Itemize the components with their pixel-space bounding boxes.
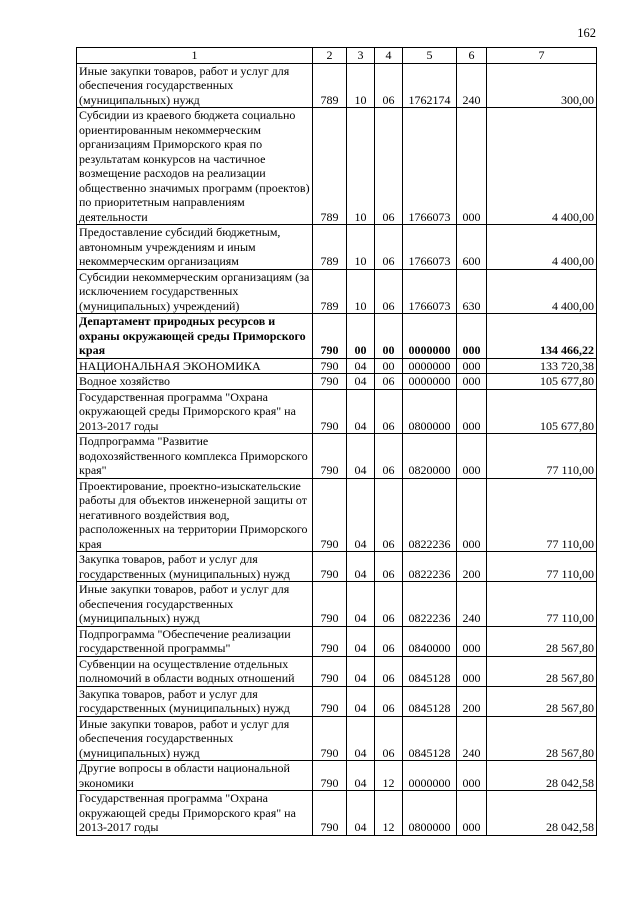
row-target-code: 0000000: [403, 314, 457, 359]
row-amount: 28 567,80: [487, 686, 597, 716]
table-row: [77, 225, 597, 270]
row-expense-type-code: 240: [457, 582, 487, 627]
row-amount: 133 720,38: [487, 358, 597, 374]
row-subsection-code: 12: [375, 761, 403, 791]
row-name: Закупка товаров, работ и услуг для государственных (муниципальных) нужд: [77, 552, 313, 582]
row-grbs-code: 790: [313, 626, 347, 656]
header-col-6: 6: [457, 48, 487, 64]
row-amount: 28 567,80: [487, 716, 597, 761]
row-subsection-code: 06: [375, 374, 403, 390]
row-expense-type-code: 000: [457, 358, 487, 374]
row-subsection-code: 06: [375, 478, 403, 552]
row-section-code: 04: [347, 686, 375, 716]
row-name: Субсидии из краевого бюджета социально ориентированным некоммерческим организациям Приморского края по результатам конкурсов на частичное возмещение расходов на реализации общественно значимых программ (проектов) по приоритетным направлениям деятельности: [77, 108, 313, 225]
table-header: [77, 48, 597, 64]
table-row: [77, 314, 597, 359]
row-subsection-code: 00: [375, 358, 403, 374]
row-name: Подпрограмма "Развитие водохозяйственного комплекса Приморского края": [77, 434, 313, 479]
row-grbs-code: 790: [313, 389, 347, 434]
header-col-7: 7: [487, 48, 597, 64]
row-expense-type-code: 000: [457, 656, 487, 686]
row-expense-type-code: 000: [457, 389, 487, 434]
row-amount: 4 400,00: [487, 269, 597, 314]
row-section-code: 04: [347, 626, 375, 656]
table-row: [77, 389, 597, 434]
row-subsection-code: 06: [375, 225, 403, 270]
row-grbs-code: 790: [313, 374, 347, 390]
table-row: [77, 716, 597, 761]
row-section-code: 10: [347, 225, 375, 270]
row-grbs-code: 789: [313, 63, 347, 108]
row-target-code: 0800000: [403, 389, 457, 434]
row-subsection-code: 06: [375, 434, 403, 479]
row-subsection-code: 06: [375, 389, 403, 434]
table-row: [77, 358, 597, 374]
row-target-code: 0000000: [403, 374, 457, 390]
row-section-code: 00: [347, 314, 375, 359]
row-expense-type-code: 200: [457, 552, 487, 582]
row-target-code: 1766073: [403, 108, 457, 225]
row-name: Государственная программа "Охрана окружающей среды Приморского края" на 2013-2017 годы: [77, 791, 313, 836]
table-row: [77, 269, 597, 314]
row-expense-type-code: 000: [457, 478, 487, 552]
table-row: [77, 63, 597, 108]
row-expense-type-code: 000: [457, 761, 487, 791]
row-subsection-code: 06: [375, 63, 403, 108]
row-target-code: 0800000: [403, 791, 457, 836]
row-subsection-code: 00: [375, 314, 403, 359]
row-section-code: 04: [347, 791, 375, 836]
row-amount: 77 110,00: [487, 478, 597, 552]
row-section-code: 04: [347, 358, 375, 374]
row-name: Иные закупки товаров, работ и услуг для обеспечения государственных (муниципальных) нужд: [77, 716, 313, 761]
row-amount: 105 677,80: [487, 389, 597, 434]
row-grbs-code: 790: [313, 552, 347, 582]
row-amount: 4 400,00: [487, 225, 597, 270]
row-target-code: 0822236: [403, 552, 457, 582]
row-grbs-code: 790: [313, 686, 347, 716]
row-target-code: 0845128: [403, 686, 457, 716]
row-name: Водное хозяйство: [77, 374, 313, 390]
row-target-code: 0822236: [403, 478, 457, 552]
row-grbs-code: 790: [313, 358, 347, 374]
row-amount: 77 110,00: [487, 434, 597, 479]
table-row: [77, 761, 597, 791]
row-target-code: 0845128: [403, 656, 457, 686]
row-subsection-code: 06: [375, 626, 403, 656]
table-row: [77, 434, 597, 479]
row-section-code: 04: [347, 656, 375, 686]
row-section-code: 04: [347, 761, 375, 791]
row-amount: 77 110,00: [487, 582, 597, 627]
row-subsection-code: 06: [375, 582, 403, 627]
row-target-code: 1766073: [403, 225, 457, 270]
table-row: [77, 791, 597, 836]
row-name: Проектирование, проектно-изыскательские работы для объектов инженерной защиты от негативного воздействия вод, расположенных на территории Приморского края: [77, 478, 313, 552]
row-expense-type-code: 600: [457, 225, 487, 270]
table-row: [77, 656, 597, 686]
row-expense-type-code: 240: [457, 716, 487, 761]
row-amount: 28 567,80: [487, 626, 597, 656]
row-grbs-code: 789: [313, 108, 347, 225]
table-row: [77, 478, 597, 552]
row-grbs-code: 790: [313, 716, 347, 761]
row-subsection-code: 06: [375, 686, 403, 716]
row-name: Государственная программа "Охрана окружающей среды Приморского края" на 2013-2017 годы: [77, 389, 313, 434]
row-section-code: 04: [347, 389, 375, 434]
row-name: Иные закупки товаров, работ и услуг для обеспечения государственных (муниципальных) нужд: [77, 63, 313, 108]
row-grbs-code: 789: [313, 269, 347, 314]
row-amount: 28 042,58: [487, 791, 597, 836]
row-grbs-code: 790: [313, 582, 347, 627]
row-subsection-code: 06: [375, 108, 403, 225]
row-target-code: 0820000: [403, 434, 457, 479]
table-row: [77, 108, 597, 225]
row-name: Подпрограмма "Обеспечение реализации государственной программы": [77, 626, 313, 656]
row-amount: 300,00: [487, 63, 597, 108]
row-subsection-code: 12: [375, 791, 403, 836]
row-target-code: 1766073: [403, 269, 457, 314]
row-name: Департамент природных ресурсов и охраны окружающей среды Приморского края: [77, 314, 313, 359]
header-col-1: 1: [77, 48, 313, 64]
row-grbs-code: 790: [313, 434, 347, 479]
row-subsection-code: 06: [375, 716, 403, 761]
header-col-2: 2: [313, 48, 347, 64]
row-amount: 134 466,22: [487, 314, 597, 359]
row-target-code: 0000000: [403, 358, 457, 374]
row-target-code: 0000000: [403, 761, 457, 791]
row-expense-type-code: 240: [457, 63, 487, 108]
row-grbs-code: 790: [313, 791, 347, 836]
row-grbs-code: 789: [313, 225, 347, 270]
row-section-code: 10: [347, 269, 375, 314]
table-row: [77, 374, 597, 390]
row-amount: 28 567,80: [487, 656, 597, 686]
row-grbs-code: 790: [313, 656, 347, 686]
table-body: [77, 63, 597, 835]
row-section-code: 10: [347, 63, 375, 108]
row-amount: 77 110,00: [487, 552, 597, 582]
row-expense-type-code: 630: [457, 269, 487, 314]
row-amount: 4 400,00: [487, 108, 597, 225]
row-expense-type-code: 000: [457, 108, 487, 225]
row-grbs-code: 790: [313, 761, 347, 791]
table-row: [77, 626, 597, 656]
row-name: Другие вопросы в области национальной экономики: [77, 761, 313, 791]
row-section-code: 04: [347, 374, 375, 390]
row-expense-type-code: 000: [457, 626, 487, 656]
row-name: Закупка товаров, работ и услуг для государственных (муниципальных) нужд: [77, 686, 313, 716]
row-section-code: 04: [347, 434, 375, 479]
row-amount: 105 677,80: [487, 374, 597, 390]
row-section-code: 04: [347, 582, 375, 627]
row-target-code: 0845128: [403, 716, 457, 761]
row-expense-type-code: 000: [457, 314, 487, 359]
row-expense-type-code: 000: [457, 791, 487, 836]
row-name: НАЦИОНАЛЬНАЯ ЭКОНОМИКА: [77, 358, 313, 374]
row-grbs-code: 790: [313, 478, 347, 552]
row-expense-type-code: 200: [457, 686, 487, 716]
row-name: Предоставление субсидий бюджетным, автономным учреждениям и иным некоммерческим организациям: [77, 225, 313, 270]
header-col-4: 4: [375, 48, 403, 64]
row-name: Субсидии некоммерческим организациям (за исключением государственных (муниципальных) учреждений): [77, 269, 313, 314]
page-number: 162: [577, 26, 596, 40]
row-name: Субвенции на осуществление отдельных полномочий в области водных отношений: [77, 656, 313, 686]
row-subsection-code: 06: [375, 552, 403, 582]
row-expense-type-code: 000: [457, 374, 487, 390]
table-row: [77, 686, 597, 716]
header-col-3: 3: [347, 48, 375, 64]
row-name: Иные закупки товаров, работ и услуг для обеспечения государственных (муниципальных) нужд: [77, 582, 313, 627]
row-section-code: 04: [347, 552, 375, 582]
row-target-code: 0840000: [403, 626, 457, 656]
budget-table: [76, 47, 597, 836]
row-expense-type-code: 000: [457, 434, 487, 479]
header-row: [77, 48, 597, 64]
row-section-code: 04: [347, 716, 375, 761]
header-col-5: 5: [403, 48, 457, 64]
row-grbs-code: 790: [313, 314, 347, 359]
row-amount: 28 042,58: [487, 761, 597, 791]
row-subsection-code: 06: [375, 656, 403, 686]
row-section-code: 10: [347, 108, 375, 225]
row-target-code: 1762174: [403, 63, 457, 108]
table-row: [77, 552, 597, 582]
row-section-code: 04: [347, 478, 375, 552]
table-row: [77, 582, 597, 627]
row-target-code: 0822236: [403, 582, 457, 627]
row-subsection-code: 06: [375, 269, 403, 314]
